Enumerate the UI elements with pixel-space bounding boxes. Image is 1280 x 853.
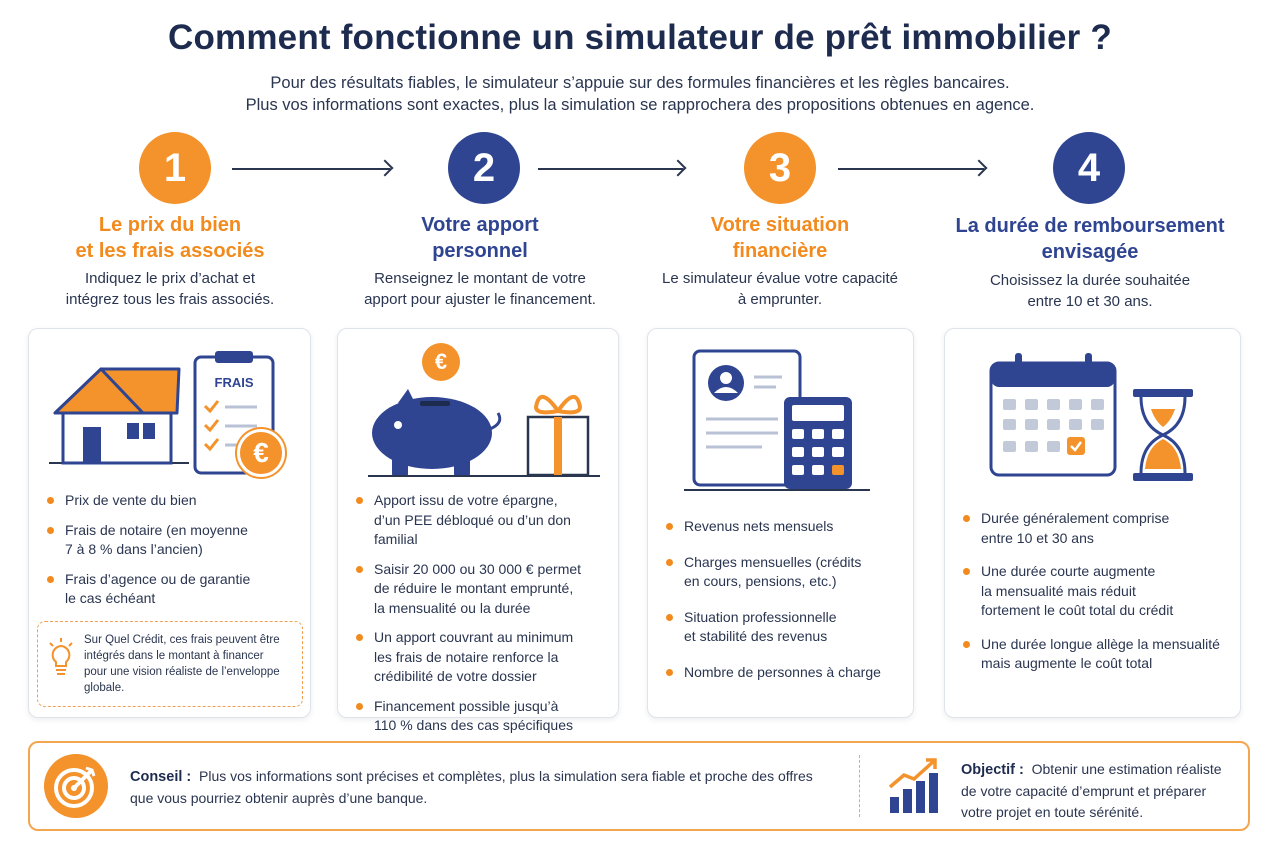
step-1-card — [28, 328, 311, 718]
list-item: Un apport couvrant au minimum les frais de notaire renforce la crédibilité de votre dossier — [352, 628, 612, 687]
list-item: Financement possible jusqu’à 110 % dans des cas spécifiques — [352, 697, 612, 736]
calendar-icon — [989, 353, 1119, 479]
step-3-title-line: financière — [732, 240, 828, 262]
step-3-card — [647, 328, 914, 718]
list-item: Une durée courte augmente la mensualité mais réduit fortement le coût total du crédit — [959, 562, 1239, 621]
list-item: Frais d’agence ou de garantie le cas échéant — [43, 570, 303, 609]
subtitle-line: Pour des résultats fiables, le simulateur s’appuie sur des formules financières et les règles bancaires. — [270, 74, 1010, 92]
step-4-card — [944, 328, 1241, 718]
step-4-title-line: envisagée — [1041, 241, 1139, 263]
step-4-number: 4 — [1053, 132, 1125, 204]
step-1-title-line: et les frais associés — [75, 240, 265, 262]
list-item: Charges mensuelles (crédits en cours, pensions, etc.) — [662, 553, 907, 592]
step-1-number: 1 — [139, 132, 211, 204]
step-2-title — [340, 212, 620, 264]
page-title: Comment fonctionne un simulateur de prêt immobilier ? — [167, 18, 1112, 57]
list-item: Situation professionnelle et stabilité des revenus — [662, 608, 907, 647]
page-subtitle — [0, 72, 1280, 116]
step-3-number: 3 — [744, 132, 816, 204]
step-4-bullets — [959, 509, 1239, 684]
step-3-title — [640, 212, 920, 264]
objectif-label: Objectif : — [961, 762, 1024, 778]
footer-banner — [28, 741, 1250, 831]
step-1-title — [30, 212, 310, 264]
step-4-description — [945, 270, 1235, 312]
euro-coin-icon: € — [237, 429, 285, 477]
step-2-card — [337, 328, 619, 733]
step-3-desc-line: à emprunter. — [737, 291, 823, 308]
arrow-3-to-4 — [838, 168, 984, 170]
tip-text: Sur Quel Crédit, ces frais peuvent être intégrés dans le montant à financer pour une vision réaliste de l’enveloppe globale. — [84, 634, 280, 694]
arrow-1-to-2 — [232, 168, 390, 170]
tip-box — [37, 621, 303, 707]
ground-line — [684, 489, 870, 491]
footer-divider — [859, 755, 860, 817]
list-item: Une durée longue allège la mensualité mais augmente le coût total — [959, 635, 1239, 674]
step-2-desc-line: Renseignez le montant de votre — [374, 270, 586, 287]
conseil-text: Conseil : Plus vos informations sont précises et complètes, plus la simulation sera fiable et proche des offres que vous pourriez obtenir auprès d’une banque. — [130, 768, 813, 806]
step-3-description — [640, 268, 920, 310]
step-4-title — [945, 213, 1235, 265]
step-3-title-line: Votre situation — [710, 214, 850, 236]
conseil-label: Conseil : — [130, 769, 192, 785]
gift-icon — [518, 393, 598, 479]
step-4-desc-line: Choisissez la durée souhaitée — [989, 272, 1191, 289]
list-item: Durée généralement comprise entre 10 et 30 ans — [959, 509, 1239, 548]
step-4-desc-line: entre 10 et 30 ans. — [1027, 293, 1153, 310]
growth-chart-icon — [888, 757, 944, 817]
hourglass-icon — [1131, 387, 1195, 483]
list-item: Apport issu de votre épargne, d’un PEE débloqué ou d’un don familial — [352, 491, 612, 550]
step-2-bullets — [352, 491, 612, 746]
objectif-text: Objectif : Obtenir une estimation réaliste de votre capacité d’emprunt et préparer votre projet en toute sérénité. — [961, 761, 1222, 820]
ground-line — [368, 475, 600, 477]
step-1-desc-line: intégrez tous les frais associés. — [65, 291, 275, 308]
arrow-2-to-3 — [538, 168, 683, 170]
lightbulb-icon — [48, 638, 74, 678]
step-2-title-line: personnel — [432, 240, 528, 262]
list-item: Prix de vente du bien — [43, 491, 303, 511]
list-item: Nombre de personnes à charge — [662, 663, 907, 683]
step-1-desc-line: Indiquez le prix d’achat et — [84, 270, 256, 287]
step-4-title-line: La durée de remboursement — [955, 215, 1225, 237]
step-2-description — [340, 268, 620, 310]
step-2-number: 2 — [448, 132, 520, 204]
euro-coin-icon: € — [422, 343, 460, 381]
step-1-title-line: Le prix du bien — [98, 214, 242, 236]
list-item: Saisir 20 000 ou 30 000 € permet de réduire le montant emprunté, la mensualité ou la durée — [352, 560, 612, 619]
subtitle-line: Plus vos informations sont exactes, plus la simulation se rapprochera des propositions obtenues en agence. — [245, 96, 1035, 114]
frais-label: FRAIS — [214, 375, 254, 390]
list-item: Frais de notaire (en moyenne 7 à 8 % dans l’ancien) — [43, 521, 303, 560]
piggy-bank-icon — [368, 389, 508, 479]
step-3-bullets — [662, 517, 907, 692]
step-1-description — [30, 268, 310, 310]
step-3-desc-line: Le simulateur évalue votre capacité — [662, 270, 898, 287]
step-1-bullets — [43, 491, 303, 619]
step-2-title-line: Votre apport — [421, 214, 539, 236]
list-item: Revenus nets mensuels — [662, 517, 907, 537]
target-icon — [44, 754, 108, 818]
calculator-icon — [782, 395, 854, 491]
step-2-desc-line: apport pour ajuster le financement. — [364, 291, 596, 308]
